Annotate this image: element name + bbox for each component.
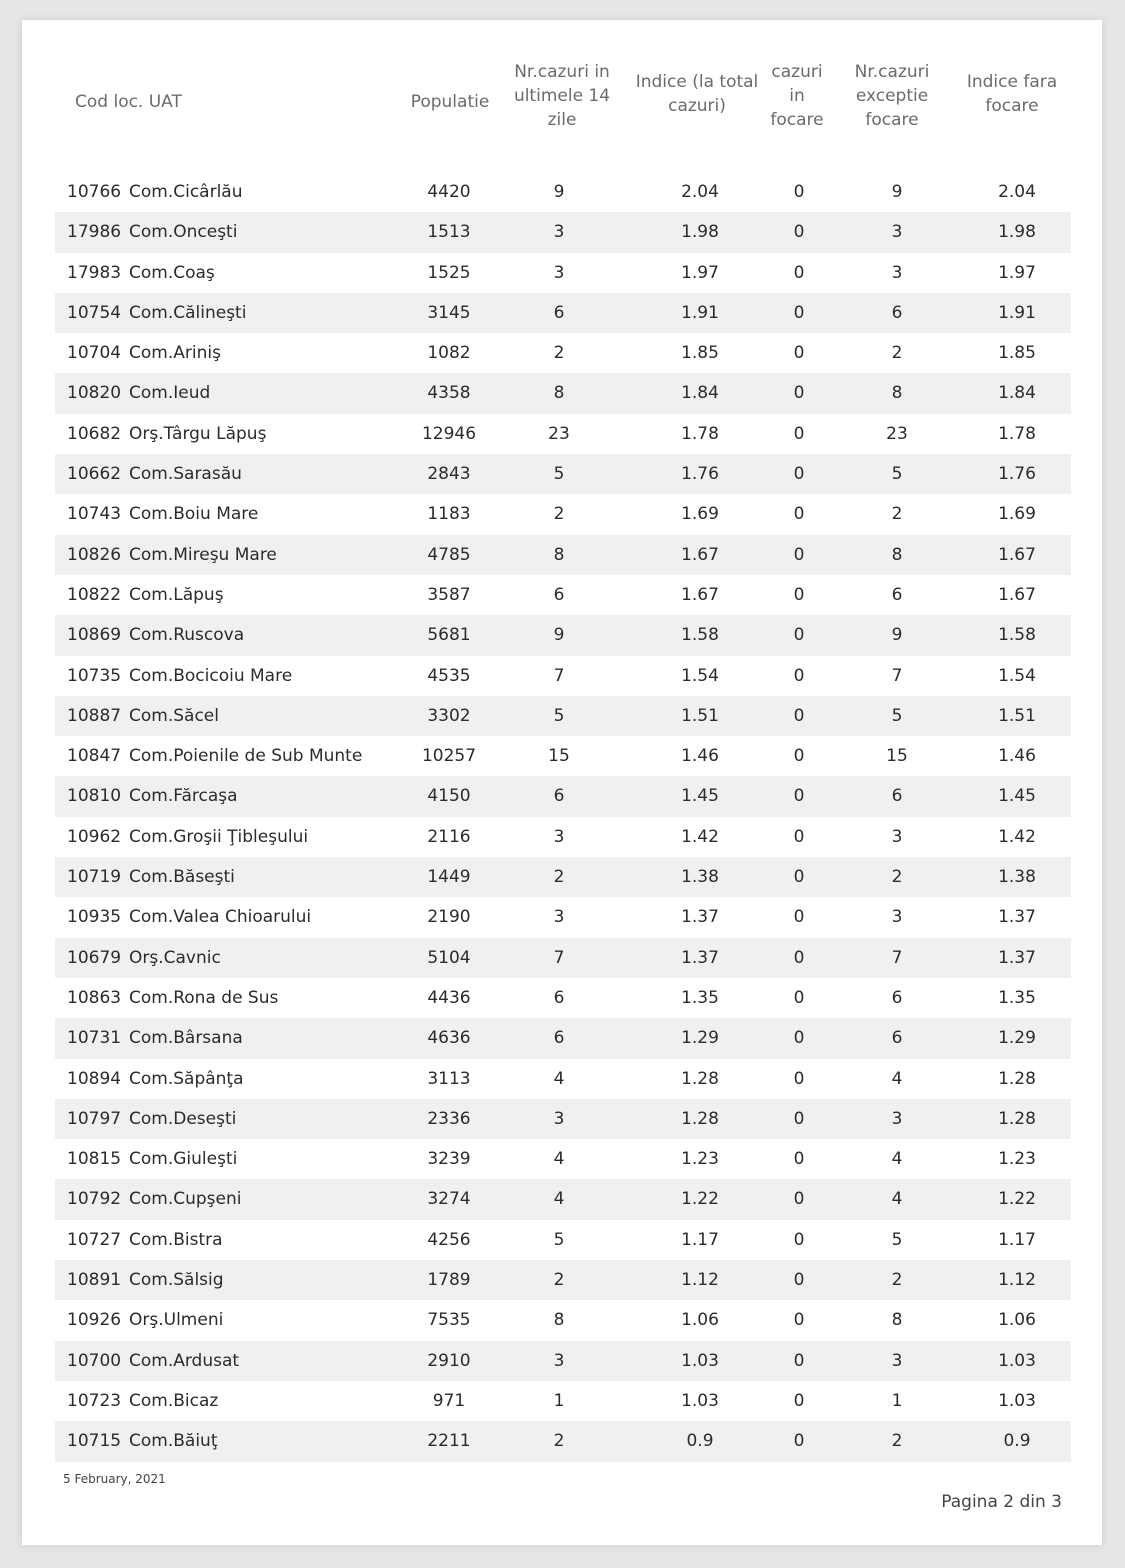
- cell-index-excl-outbreak: 1.37: [998, 947, 1036, 968]
- cell-outbreak-cases: 0: [793, 584, 805, 605]
- table-row: [55, 1381, 1071, 1421]
- cell-index-excl-outbreak: 1.38: [998, 867, 1036, 888]
- table-row: [55, 817, 1071, 857]
- header-exceptie-focare: Nr.cazuri exceptie focare: [854, 62, 930, 130]
- cell-cases-excl-outbreak: 7: [891, 947, 903, 968]
- cell-code: 10743: [67, 504, 122, 525]
- cell-uat-name: Com.Bocicoiu Mare: [129, 665, 293, 686]
- table-row: [55, 1059, 1071, 1099]
- table-row: [55, 494, 1071, 534]
- cell-cases-excl-outbreak: 1: [891, 1390, 903, 1411]
- cell-index-total: 1.23: [681, 1149, 719, 1170]
- cell-outbreak-cases: 0: [793, 1270, 805, 1291]
- cell-index-excl-outbreak: 1.17: [998, 1229, 1036, 1250]
- cell-index-excl-outbreak: 1.28: [998, 1108, 1036, 1129]
- header-cod-uat: Cod loc. UAT: [75, 92, 182, 112]
- cell-index-excl-outbreak: 1.45: [998, 786, 1036, 807]
- cell-uat-name: Com.Boiu Mare: [129, 504, 259, 525]
- table-row: [55, 212, 1071, 252]
- cell-cases-14-days: 3: [553, 907, 565, 928]
- cell-cases-excl-outbreak: 8: [891, 383, 903, 404]
- cell-code: 10727: [67, 1229, 122, 1250]
- cell-cases-14-days: 4: [553, 1068, 565, 1089]
- cell-index-total: 1.78: [681, 423, 719, 444]
- cell-population: 4785: [427, 544, 471, 565]
- cell-outbreak-cases: 0: [793, 907, 805, 928]
- cell-cases-14-days: 15: [548, 746, 570, 767]
- cell-outbreak-cases: 0: [793, 262, 805, 283]
- cell-code: 10891: [67, 1270, 122, 1291]
- cell-outbreak-cases: 0: [793, 1350, 805, 1371]
- table-row: [55, 1220, 1071, 1260]
- cell-cases-14-days: 7: [553, 947, 565, 968]
- cell-uat-name: Com.Giuleşti: [129, 1149, 238, 1170]
- cell-outbreak-cases: 0: [793, 867, 805, 888]
- cell-cases-14-days: 2: [553, 867, 565, 888]
- cell-population: 12946: [421, 423, 477, 444]
- cell-index-total: 0.9: [686, 1431, 714, 1452]
- cell-uat-name: Com.Rona de Sus: [129, 987, 279, 1008]
- table-row: [55, 454, 1071, 494]
- cell-population: 1183: [427, 504, 471, 525]
- cell-cases-14-days: 6: [553, 786, 565, 807]
- table-row: [55, 1341, 1071, 1381]
- cell-outbreak-cases: 0: [793, 182, 805, 202]
- data-table: [55, 172, 1071, 1462]
- cell-index-total: 1.37: [681, 947, 719, 968]
- table-row: [55, 575, 1071, 615]
- cell-index-total: 1.46: [681, 746, 719, 767]
- table-row: [55, 938, 1071, 978]
- cell-uat-name: Com.Lăpuş: [129, 584, 224, 605]
- cell-index-excl-outbreak: 1.98: [998, 222, 1036, 243]
- cell-cases-14-days: 2: [553, 343, 565, 364]
- cell-cases-excl-outbreak: 5: [891, 705, 903, 726]
- table-row: [55, 696, 1071, 736]
- cell-index-excl-outbreak: 1.69: [998, 504, 1036, 525]
- cell-outbreak-cases: 0: [793, 302, 805, 323]
- cell-code: 10679: [67, 947, 122, 968]
- cell-uat-name: Com.Onceşti: [129, 222, 238, 243]
- cell-index-total: 1.42: [681, 826, 719, 847]
- cell-code: 17983: [67, 262, 122, 283]
- cell-population: 4358: [427, 383, 471, 404]
- table-row: [55, 1179, 1071, 1219]
- cell-cases-excl-outbreak: 3: [891, 826, 903, 847]
- cell-index-total: 1.98: [681, 222, 719, 243]
- cell-uat-name: Com.Valea Chioarului: [129, 907, 312, 928]
- cell-outbreak-cases: 0: [793, 544, 805, 565]
- cell-code: 10820: [67, 383, 122, 404]
- table-row: [55, 414, 1071, 454]
- cell-index-total: 1.22: [681, 1189, 719, 1210]
- cell-cases-excl-outbreak: 7: [891, 665, 903, 686]
- cell-index-total: 1.97: [681, 262, 719, 283]
- header-cazuri-focare: cazuri in focare: [770, 62, 824, 130]
- table-row: [55, 857, 1071, 897]
- table-row: [55, 1099, 1071, 1139]
- cell-cases-excl-outbreak: 8: [891, 544, 903, 565]
- cell-uat-name: Com.Ieud: [129, 383, 211, 404]
- cell-index-excl-outbreak: 1.06: [998, 1310, 1036, 1331]
- cell-population: 2190: [427, 907, 471, 928]
- cell-code: 10700: [67, 1350, 122, 1371]
- cell-cases-14-days: 6: [553, 584, 565, 605]
- cell-index-excl-outbreak: 1.28: [998, 1068, 1036, 1089]
- cell-outbreak-cases: 0: [793, 383, 805, 404]
- cell-index-excl-outbreak: 1.67: [998, 544, 1036, 565]
- cell-population: 971: [432, 1390, 466, 1411]
- cell-outbreak-cases: 0: [793, 1310, 805, 1331]
- cell-code: 10731: [67, 1028, 122, 1049]
- cell-index-total: 1.29: [681, 1028, 719, 1049]
- cell-cases-excl-outbreak: 2: [891, 343, 903, 364]
- cell-index-excl-outbreak: 1.29: [998, 1028, 1036, 1049]
- cell-index-total: 1.03: [681, 1390, 719, 1411]
- cell-population: 4150: [427, 786, 471, 807]
- cell-code: 10822: [67, 584, 122, 605]
- cell-cases-excl-outbreak: 4: [891, 1149, 903, 1170]
- cell-population: 3587: [427, 584, 471, 605]
- cell-cases-excl-outbreak: 2: [891, 1431, 903, 1452]
- cell-outbreak-cases: 0: [793, 705, 805, 726]
- cell-code: 10723: [67, 1390, 122, 1411]
- cell-population: 4256: [427, 1229, 471, 1250]
- table-row: [55, 1260, 1071, 1300]
- cell-population: 1513: [427, 222, 471, 243]
- cell-cases-14-days: 8: [553, 383, 565, 404]
- cell-population: 1449: [427, 867, 471, 888]
- table-row: [55, 172, 1071, 212]
- cell-cases-excl-outbreak: 9: [891, 625, 903, 646]
- page-number: Pagina 2 din 3: [941, 1492, 1062, 1512]
- cell-index-total: 1.38: [681, 867, 719, 888]
- cell-cases-excl-outbreak: 2: [891, 1270, 903, 1291]
- table-row: [55, 1300, 1071, 1340]
- cell-cases-excl-outbreak: 3: [891, 222, 903, 243]
- table-row: [55, 776, 1071, 816]
- table-row: [55, 373, 1071, 413]
- cell-code: 10815: [67, 1149, 122, 1170]
- cell-cases-14-days: 2: [553, 504, 565, 525]
- cell-cases-excl-outbreak: 2: [891, 867, 903, 888]
- cell-cases-excl-outbreak: 2: [891, 504, 903, 525]
- cell-cases-14-days: 3: [553, 826, 565, 847]
- cell-cases-excl-outbreak: 6: [891, 987, 903, 1008]
- cell-uat-name: Com.Cicârlău: [129, 182, 243, 202]
- cell-uat-name: Com.Bicaz: [129, 1390, 219, 1411]
- cell-code: 10704: [67, 343, 122, 364]
- cell-index-excl-outbreak: 1.84: [998, 383, 1036, 404]
- cell-index-excl-outbreak: 0.9: [1003, 1431, 1031, 1452]
- cell-index-excl-outbreak: 1.46: [998, 746, 1036, 767]
- cell-population: 7535: [427, 1310, 471, 1331]
- header-nr-cazuri: Nr.cazuri in ultimele 14 zile: [513, 62, 611, 130]
- cell-cases-excl-outbreak: 6: [891, 786, 903, 807]
- cell-index-total: 1.06: [681, 1310, 719, 1331]
- cell-cases-excl-outbreak: 9: [891, 182, 903, 202]
- cell-outbreak-cases: 0: [793, 746, 805, 767]
- cell-index-excl-outbreak: 1.58: [998, 625, 1036, 646]
- cell-index-total: 1.84: [681, 383, 719, 404]
- cell-index-excl-outbreak: 1.35: [998, 987, 1036, 1008]
- cell-code: 10810: [67, 786, 122, 807]
- cell-outbreak-cases: 0: [793, 343, 805, 364]
- cell-cases-14-days: 5: [553, 1229, 565, 1250]
- cell-population: 2843: [427, 464, 471, 485]
- cell-index-total: 1.67: [681, 584, 719, 605]
- cell-cases-excl-outbreak: 15: [886, 746, 908, 767]
- cell-cases-14-days: 5: [553, 464, 565, 485]
- cell-outbreak-cases: 0: [793, 665, 805, 686]
- cell-index-total: 1.17: [681, 1229, 719, 1250]
- cell-index-total: 1.67: [681, 544, 719, 565]
- cell-cases-14-days: 4: [553, 1189, 565, 1210]
- cell-cases-14-days: 6: [553, 1028, 565, 1049]
- cell-index-excl-outbreak: 1.97: [998, 262, 1036, 283]
- cell-uat-name: Com.Săpânţa: [129, 1068, 244, 1089]
- cell-cases-14-days: 9: [553, 182, 565, 202]
- cell-outbreak-cases: 0: [793, 987, 805, 1008]
- cell-code: 10847: [67, 746, 122, 767]
- cell-code: 10797: [67, 1108, 122, 1129]
- cell-uat-name: Com.Ardusat: [129, 1350, 240, 1371]
- cell-uat-name: Com.Fărcaşa: [129, 786, 238, 807]
- cell-population: 3274: [427, 1189, 471, 1210]
- cell-index-total: 1.85: [681, 343, 719, 364]
- cell-code: 10935: [67, 907, 122, 928]
- cell-cases-14-days: 23: [548, 423, 570, 444]
- cell-uat-name: Com.Coaş: [129, 262, 215, 283]
- cell-code: 10826: [67, 544, 122, 565]
- cell-code: 17986: [67, 222, 122, 243]
- table-row: [55, 897, 1071, 937]
- cell-cases-excl-outbreak: 5: [891, 464, 903, 485]
- cell-uat-name: Orş.Ulmeni: [129, 1310, 224, 1331]
- cell-outbreak-cases: 0: [793, 464, 805, 485]
- cell-code: 10792: [67, 1189, 122, 1210]
- cell-uat-name: Com.Sarasău: [129, 464, 242, 485]
- cell-cases-14-days: 4: [553, 1149, 565, 1170]
- cell-index-total: 1.54: [681, 665, 719, 686]
- cell-uat-name: Com.Mireşu Mare: [129, 544, 277, 565]
- cell-uat-name: Com.Cupşeni: [129, 1189, 242, 1210]
- cell-uat-name: Com.Poienile de Sub Munte: [129, 746, 363, 767]
- cell-index-excl-outbreak: 1.23: [998, 1149, 1036, 1170]
- cell-uat-name: Com.Bârsana: [129, 1028, 243, 1049]
- cell-outbreak-cases: 0: [793, 504, 805, 525]
- cell-code: 10766: [67, 182, 122, 202]
- cell-population: 4420: [427, 182, 471, 202]
- cell-index-excl-outbreak: 1.67: [998, 584, 1036, 605]
- cell-index-excl-outbreak: 1.37: [998, 907, 1036, 928]
- table-row: [55, 615, 1071, 655]
- cell-population: 1082: [427, 343, 471, 364]
- cell-index-excl-outbreak: 2.04: [998, 182, 1036, 202]
- cell-cases-14-days: 3: [553, 262, 565, 283]
- cell-uat-name: Com.Băseşti: [129, 867, 235, 888]
- cell-cases-excl-outbreak: 6: [891, 1028, 903, 1049]
- cell-population: 3145: [427, 302, 471, 323]
- cell-cases-14-days: 8: [553, 544, 565, 565]
- cell-population: 4636: [427, 1028, 471, 1049]
- cell-code: 10682: [67, 423, 122, 444]
- cell-outbreak-cases: 0: [793, 1028, 805, 1049]
- table-row: [55, 293, 1071, 333]
- table-row: [55, 253, 1071, 293]
- document-page: [22, 20, 1102, 1545]
- cell-population: 5104: [427, 947, 471, 968]
- cell-index-total: 1.28: [681, 1108, 719, 1129]
- cell-code: 10735: [67, 665, 122, 686]
- cell-index-total: 1.76: [681, 464, 719, 485]
- cell-index-excl-outbreak: 1.03: [998, 1390, 1036, 1411]
- cell-cases-14-days: 7: [553, 665, 565, 686]
- cell-uat-name: Com.Bistra: [129, 1229, 223, 1250]
- cell-uat-name: Com.Deseşti: [129, 1108, 237, 1129]
- cell-index-total: 1.37: [681, 907, 719, 928]
- cell-index-total: 2.04: [681, 182, 719, 202]
- cell-code: 10662: [67, 464, 122, 485]
- cell-outbreak-cases: 0: [793, 625, 805, 646]
- cell-index-total: 1.51: [681, 705, 719, 726]
- cell-cases-14-days: 8: [553, 1310, 565, 1331]
- cell-index-excl-outbreak: 1.12: [998, 1270, 1036, 1291]
- cell-outbreak-cases: 0: [793, 826, 805, 847]
- cell-uat-name: Com.Sălsig: [129, 1270, 224, 1291]
- cell-cases-14-days: 6: [553, 987, 565, 1008]
- cell-cases-14-days: 3: [553, 222, 565, 243]
- cell-population: 4535: [427, 665, 471, 686]
- cell-uat-name: Com.Ariniş: [129, 343, 221, 364]
- cell-outbreak-cases: 0: [793, 222, 805, 243]
- cell-index-total: 1.45: [681, 786, 719, 807]
- cell-population: 1789: [427, 1270, 471, 1291]
- cell-outbreak-cases: 0: [793, 1068, 805, 1089]
- cell-outbreak-cases: 0: [793, 423, 805, 444]
- cell-cases-excl-outbreak: 6: [891, 584, 903, 605]
- cell-outbreak-cases: 0: [793, 1108, 805, 1129]
- cell-population: 2910: [427, 1350, 471, 1371]
- cell-uat-name: Com.Băiuţ: [129, 1431, 218, 1452]
- cell-outbreak-cases: 0: [793, 786, 805, 807]
- cell-cases-14-days: 1: [553, 1390, 565, 1411]
- cell-uat-name: Com.Groşii Ţibleşului: [129, 826, 309, 847]
- header-indice-fara-focare: Indice fara focare: [966, 72, 1058, 116]
- table-row: [55, 1139, 1071, 1179]
- table-row: [55, 736, 1071, 776]
- cell-index-total: 1.12: [681, 1270, 719, 1291]
- document-date: 5 February, 2021: [63, 1472, 166, 1486]
- cell-outbreak-cases: 0: [793, 1149, 805, 1170]
- table-row: [55, 656, 1071, 696]
- cell-index-excl-outbreak: 1.03: [998, 1350, 1036, 1371]
- cell-cases-excl-outbreak: 4: [891, 1068, 903, 1089]
- cell-index-total: 1.35: [681, 987, 719, 1008]
- cell-cases-14-days: 3: [553, 1108, 565, 1129]
- cell-code: 10894: [67, 1068, 122, 1089]
- cell-outbreak-cases: 0: [793, 947, 805, 968]
- cell-code: 10869: [67, 625, 122, 646]
- table-row: [55, 535, 1071, 575]
- cell-code: 10719: [67, 867, 122, 888]
- cell-cases-14-days: 9: [553, 625, 565, 646]
- cell-index-excl-outbreak: 1.85: [998, 343, 1036, 364]
- header-populatie: Populatie: [410, 92, 490, 112]
- cell-cases-14-days: 3: [553, 1350, 565, 1371]
- cell-outbreak-cases: 0: [793, 1431, 805, 1452]
- cell-population: 5681: [427, 625, 471, 646]
- cell-code: 10715: [67, 1431, 122, 1452]
- cell-uat-name: Com.Săcel: [129, 705, 219, 726]
- cell-index-total: 1.91: [681, 302, 719, 323]
- cell-index-excl-outbreak: 1.54: [998, 665, 1036, 686]
- cell-uat-name: Orş.Târgu Lăpuş: [129, 423, 267, 444]
- cell-index-excl-outbreak: 1.22: [998, 1189, 1036, 1210]
- cell-cases-excl-outbreak: 3: [891, 262, 903, 283]
- cell-index-excl-outbreak: 1.42: [998, 826, 1036, 847]
- table-row: [55, 1018, 1071, 1058]
- header-indice: Indice (la total cazuri): [635, 72, 759, 116]
- cell-cases-excl-outbreak: 6: [891, 302, 903, 323]
- cell-index-total: 1.69: [681, 504, 719, 525]
- cell-cases-14-days: 6: [553, 302, 565, 323]
- cell-population: 3302: [427, 705, 471, 726]
- cell-index-excl-outbreak: 1.76: [998, 464, 1036, 485]
- cell-index-total: 1.28: [681, 1068, 719, 1089]
- cell-cases-excl-outbreak: 5: [891, 1229, 903, 1250]
- cell-population: 4436: [427, 987, 471, 1008]
- cell-cases-14-days: 2: [553, 1270, 565, 1291]
- cell-cases-excl-outbreak: 3: [891, 1350, 903, 1371]
- cell-uat-name: Orş.Cavnic: [129, 947, 221, 968]
- cell-index-excl-outbreak: 1.91: [998, 302, 1036, 323]
- cell-code: 10887: [67, 705, 122, 726]
- cell-index-excl-outbreak: 1.51: [998, 705, 1036, 726]
- cell-population: 2211: [427, 1431, 471, 1452]
- cell-outbreak-cases: 0: [793, 1390, 805, 1411]
- cell-population: 3239: [427, 1149, 471, 1170]
- cell-code: 10754: [67, 302, 122, 323]
- cell-cases-excl-outbreak: 23: [886, 423, 908, 444]
- table-row: [55, 978, 1071, 1018]
- cell-cases-excl-outbreak: 3: [891, 1108, 903, 1129]
- cell-population: 1525: [427, 262, 471, 283]
- cell-code: 10962: [67, 826, 122, 847]
- cell-outbreak-cases: 0: [793, 1189, 805, 1210]
- cell-code: 10863: [67, 987, 122, 1008]
- cell-code: 10926: [67, 1310, 122, 1331]
- cell-cases-excl-outbreak: 3: [891, 907, 903, 928]
- cell-index-total: 1.03: [681, 1350, 719, 1371]
- cell-index-excl-outbreak: 1.78: [998, 423, 1036, 444]
- cell-uat-name: Com.Călineşti: [129, 302, 247, 323]
- cell-outbreak-cases: 0: [793, 1229, 805, 1250]
- cell-cases-14-days: 5: [553, 705, 565, 726]
- cell-cases-excl-outbreak: 8: [891, 1310, 903, 1331]
- cell-population: 3113: [427, 1068, 471, 1089]
- cell-cases-14-days: 2: [553, 1431, 565, 1452]
- cell-population: 2116: [427, 826, 471, 847]
- table-row: [55, 333, 1071, 373]
- cell-population: 10257: [421, 746, 477, 767]
- cell-cases-excl-outbreak: 4: [891, 1189, 903, 1210]
- table-row: [55, 1421, 1071, 1461]
- cell-population: 2336: [427, 1108, 471, 1129]
- cell-index-total: 1.58: [681, 625, 719, 646]
- cell-uat-name: Com.Ruscova: [129, 625, 245, 646]
